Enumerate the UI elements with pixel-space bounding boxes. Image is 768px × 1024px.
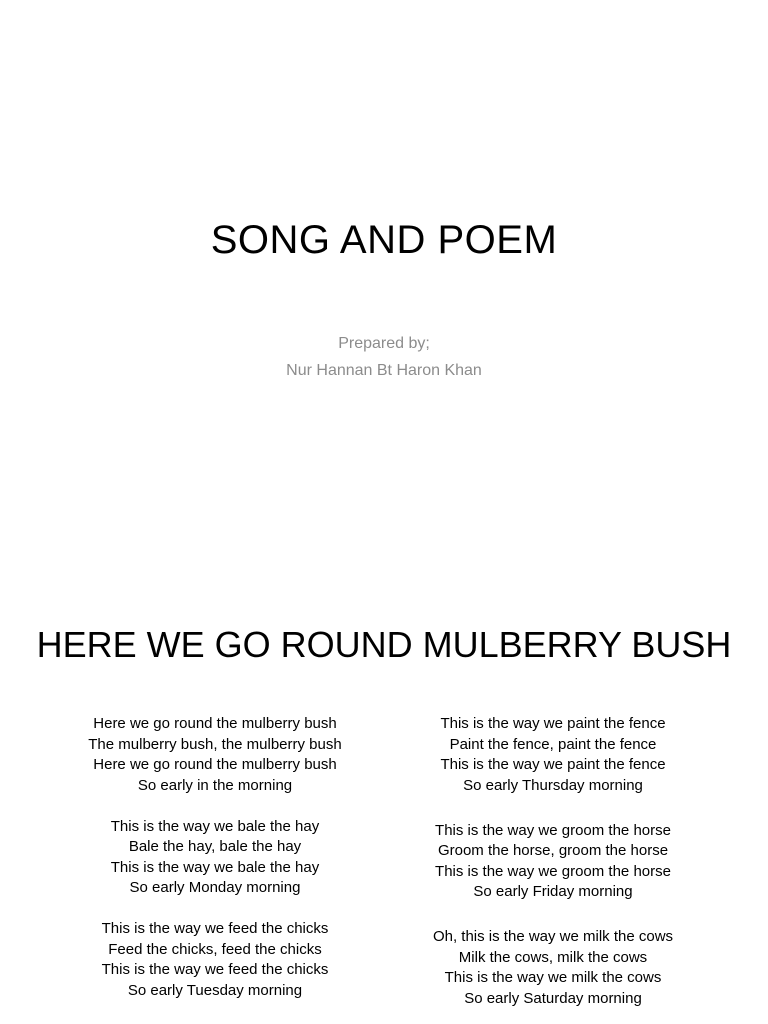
lyric-line: Feed the chicks, feed the chicks — [108, 940, 322, 958]
lyric-line: Groom the horse, groom the horse — [437, 842, 669, 859]
song-title: HERE WE GO ROUND MULBERRY BUSH — [36, 624, 732, 665]
lyric-line: Here we go round the mulberry bush — [93, 715, 337, 732]
lyric-line: So early Monday morning — [129, 879, 301, 896]
lyric-line: So early Saturday morning — [464, 989, 642, 1007]
stanza — [403, 821, 703, 903]
author-name: Nur Hannan Bt Haron Khan — [286, 362, 482, 379]
lyric-line: This is the way we bale the hay — [110, 817, 320, 835]
song-slide — [0, 576, 768, 1024]
stanza — [65, 714, 365, 796]
lyric-line: This is the way we bale the hay — [110, 858, 320, 876]
lyric-line: Bale the hay, bale the hay — [128, 838, 302, 855]
slide-subtitle — [0, 330, 768, 384]
lyric-line: This is the way we paint the fence — [440, 756, 666, 773]
stanza — [403, 927, 703, 1009]
lyric-line: This is the way we paint the fence — [440, 715, 666, 732]
lyric-line: So early Friday morning — [473, 883, 633, 900]
lyric-line: So early in the morning — [137, 776, 293, 794]
prepared-by-label: Prepared by; — [338, 335, 430, 352]
lyric-line: This is the way we feed the chicks — [101, 961, 329, 978]
slide-title: SONG AND POEM — [210, 218, 558, 262]
lyric-line: This is the way we groom the horse — [435, 862, 671, 880]
lyric-line: Oh, this is the way we milk the cows — [432, 928, 674, 945]
lyric-line: This is the way we milk the cows — [444, 969, 662, 986]
lyric-line: So early Tuesday morning — [127, 981, 303, 999]
lyric-line: This is the way we groom the horse — [435, 821, 671, 839]
stanza — [403, 714, 703, 796]
lyric-line: The mulberry bush, the mulberry bush — [88, 735, 342, 753]
left-lyrics-column — [65, 714, 365, 1001]
stanza — [65, 919, 365, 1001]
lyric-line: This is the way we feed the chicks — [101, 920, 329, 937]
lyric-line: Here we go round the mulberry bush — [93, 756, 337, 773]
stanza — [65, 817, 365, 899]
lyric-line: Paint the fence, paint the fence — [449, 735, 657, 753]
lyric-line: Milk the cows, milk the cows — [458, 948, 648, 966]
lyric-line: So early Thursday morning — [463, 776, 643, 794]
right-lyrics-column — [403, 714, 703, 1009]
